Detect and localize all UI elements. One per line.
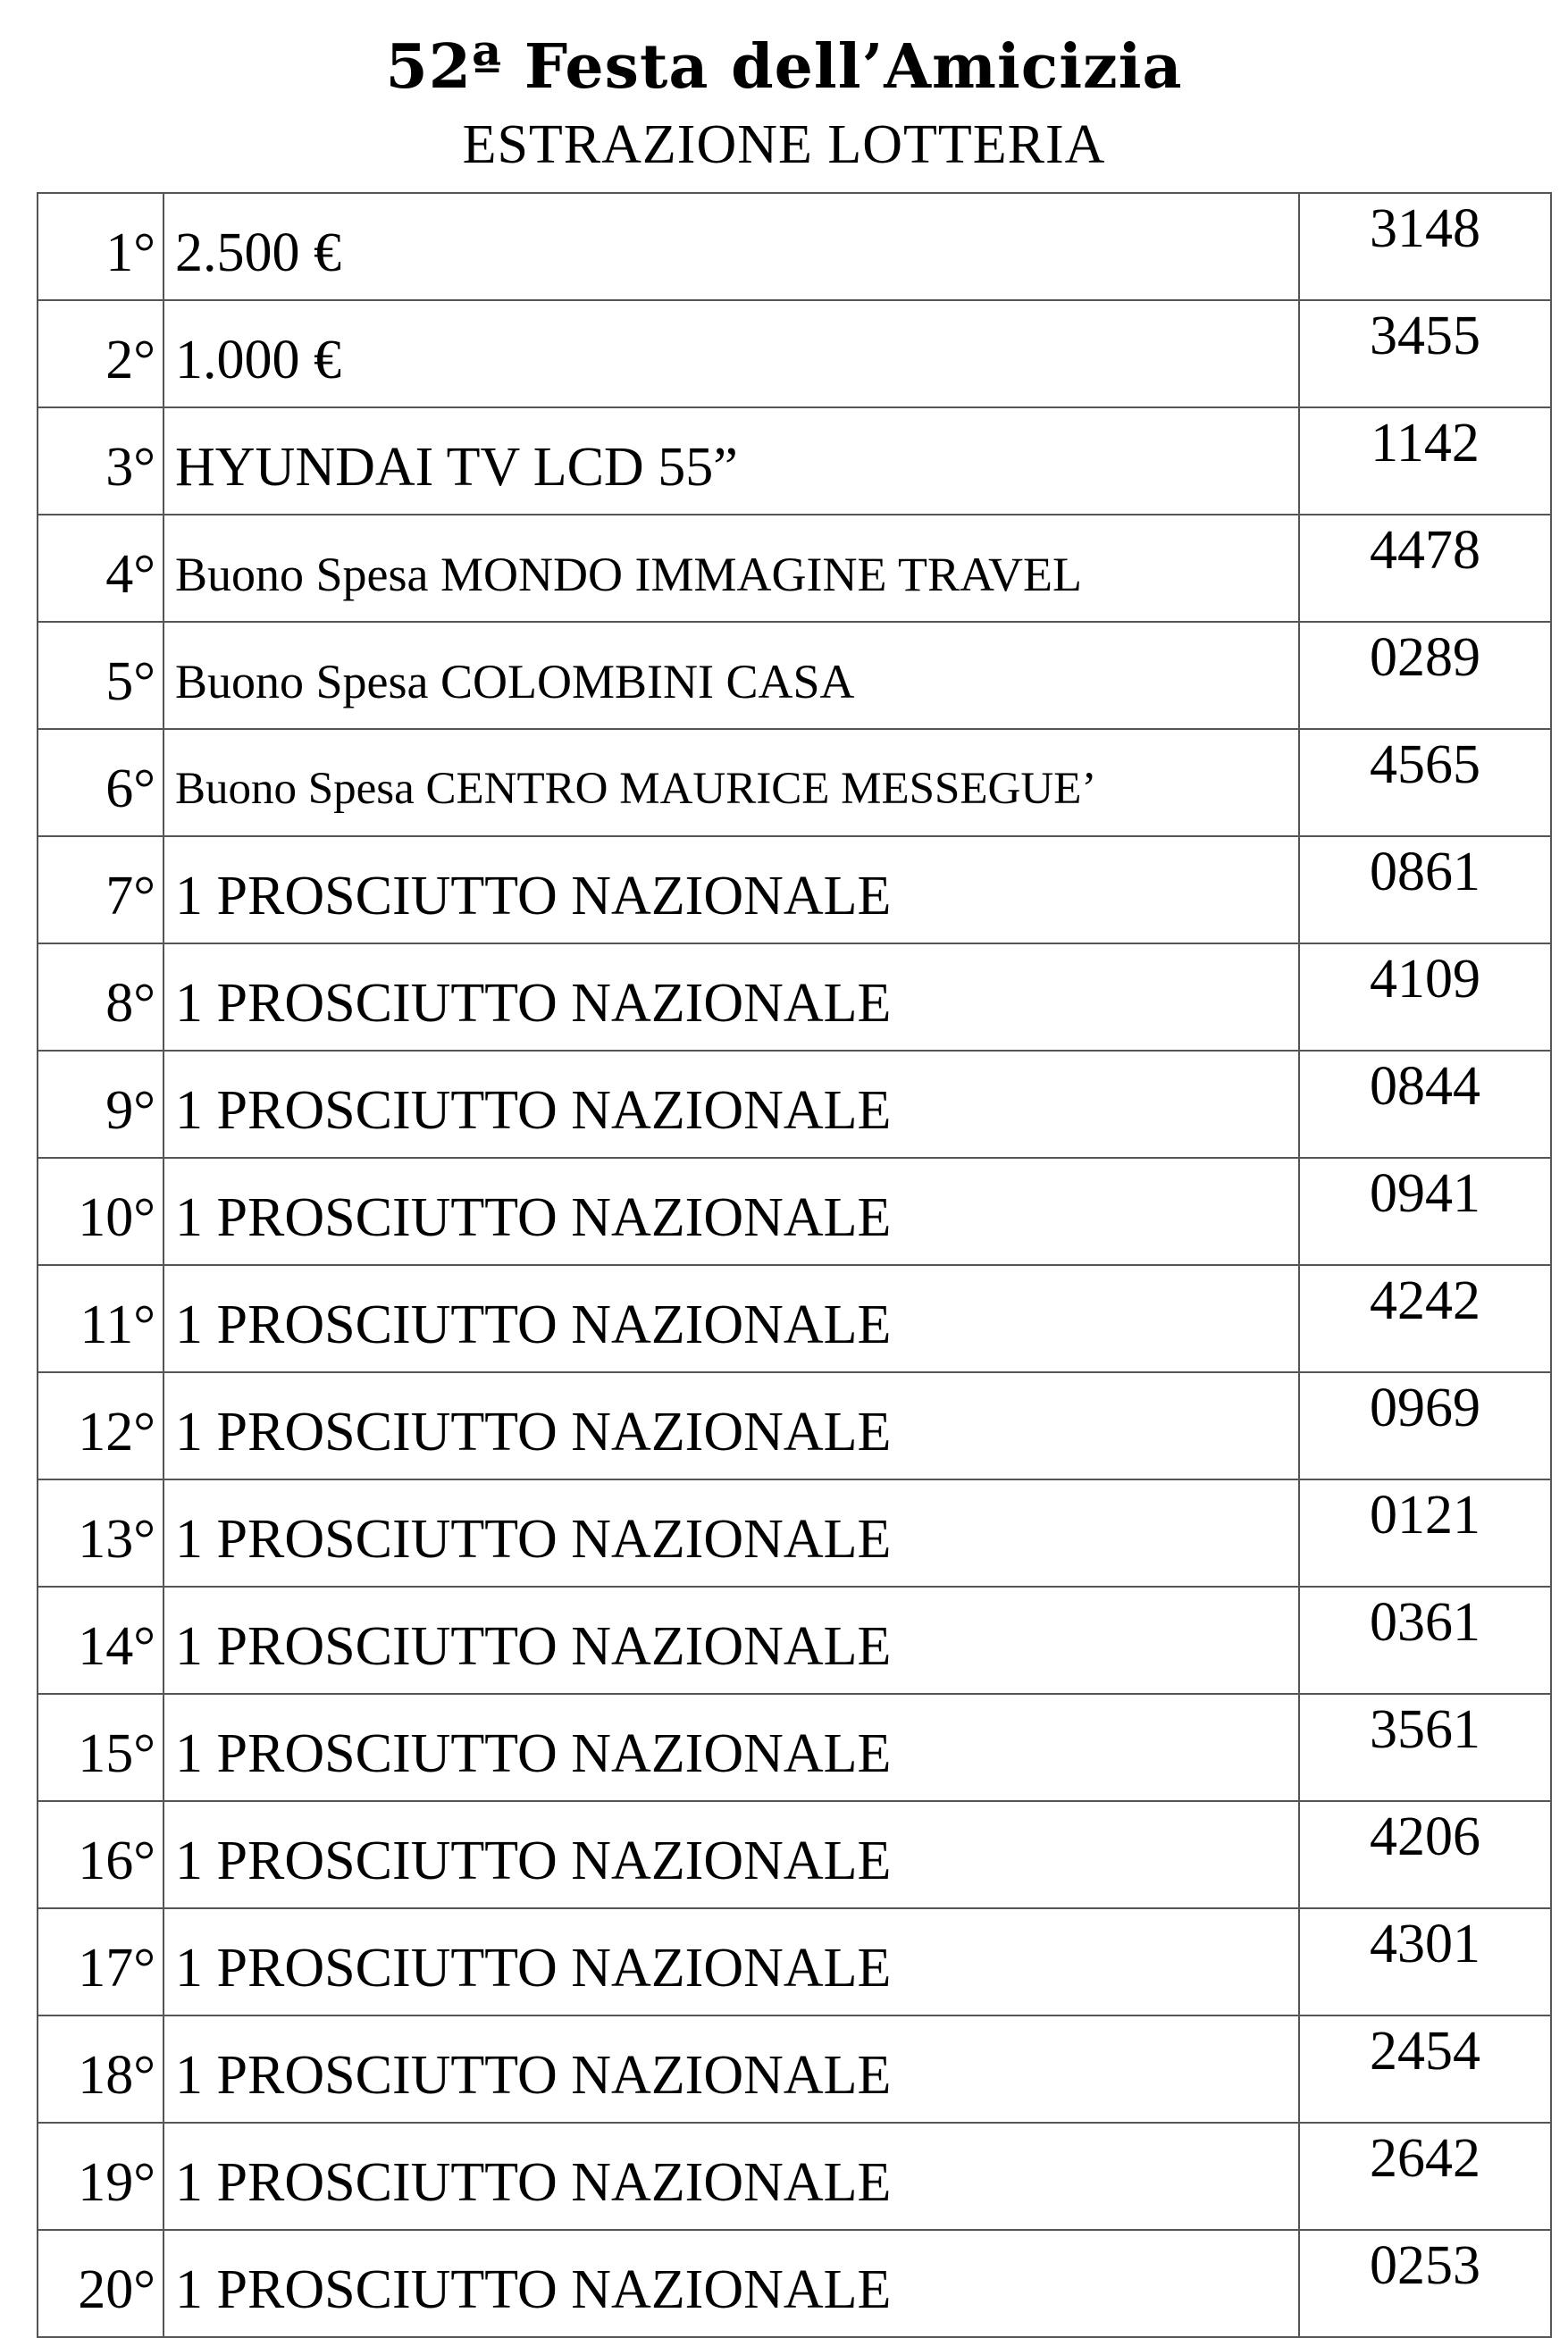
table-row bbox=[38, 1051, 1551, 1158]
winning-number: 0361 bbox=[1299, 1587, 1551, 1694]
winning-number: 0861 bbox=[1299, 836, 1551, 943]
prize-description: Buono Spesa MONDO IMMAGINE TRAVEL bbox=[164, 515, 1299, 622]
table-row bbox=[38, 1801, 1551, 1908]
prize-description: 1 PROSCIUTTO NAZIONALE bbox=[164, 1265, 1299, 1372]
winning-number: 0289 bbox=[1299, 622, 1551, 729]
prize-rank: 1° bbox=[38, 193, 164, 300]
lottery-results-table bbox=[37, 192, 1552, 2338]
prize-rank: 6° bbox=[38, 729, 164, 836]
prize-description: 1 PROSCIUTTO NAZIONALE bbox=[164, 1372, 1299, 1479]
prize-rank: 7° bbox=[38, 836, 164, 943]
winning-number: 0253 bbox=[1299, 2230, 1551, 2337]
winning-number: 4109 bbox=[1299, 943, 1551, 1051]
winning-number: 4478 bbox=[1299, 515, 1551, 622]
prize-description: Buono Spesa CENTRO MAURICE MESSEGUE’ bbox=[164, 729, 1299, 836]
prize-rank: 4° bbox=[38, 515, 164, 622]
lottery-results-body bbox=[38, 193, 1551, 2337]
prize-description: 2.500 € bbox=[164, 193, 1299, 300]
prize-rank: 19° bbox=[38, 2123, 164, 2230]
prize-description: 1 PROSCIUTTO NAZIONALE bbox=[164, 1479, 1299, 1587]
table-row bbox=[38, 1479, 1551, 1587]
winning-number: 0941 bbox=[1299, 1158, 1551, 1265]
table-row bbox=[38, 622, 1551, 729]
table-row bbox=[38, 2015, 1551, 2123]
table-row bbox=[38, 1694, 1551, 1801]
winning-number: 4206 bbox=[1299, 1801, 1551, 1908]
prize-rank: 14° bbox=[38, 1587, 164, 1694]
prize-description: 1 PROSCIUTTO NAZIONALE bbox=[164, 1158, 1299, 1265]
prize-rank: 17° bbox=[38, 1908, 164, 2015]
winning-number: 3148 bbox=[1299, 193, 1551, 300]
winning-number: 4242 bbox=[1299, 1265, 1551, 1372]
winning-number: 1142 bbox=[1299, 407, 1551, 515]
prize-description: Buono Spesa COLOMBINI CASA bbox=[164, 622, 1299, 729]
table-row bbox=[38, 1587, 1551, 1694]
prize-description: 1 PROSCIUTTO NAZIONALE bbox=[164, 2123, 1299, 2230]
winning-number: 2642 bbox=[1299, 2123, 1551, 2230]
winning-number: 0121 bbox=[1299, 1479, 1551, 1587]
prize-rank: 3° bbox=[38, 407, 164, 515]
prize-rank: 2° bbox=[38, 300, 164, 407]
table-row bbox=[38, 1372, 1551, 1479]
prize-rank: 15° bbox=[38, 1694, 164, 1801]
prize-description: 1 PROSCIUTTO NAZIONALE bbox=[164, 1587, 1299, 1694]
winning-number: 0844 bbox=[1299, 1051, 1551, 1158]
table-row bbox=[38, 729, 1551, 836]
table-row bbox=[38, 943, 1551, 1051]
prize-description: 1 PROSCIUTTO NAZIONALE bbox=[164, 943, 1299, 1051]
table-row bbox=[38, 2230, 1551, 2337]
page-title: 52ª Festa dell’Amicizia bbox=[385, 31, 1183, 103]
prize-description: 1 PROSCIUTTO NAZIONALE bbox=[164, 1908, 1299, 2015]
winning-number: 4565 bbox=[1299, 729, 1551, 836]
table-row bbox=[38, 1265, 1551, 1372]
prize-rank: 9° bbox=[38, 1051, 164, 1158]
prize-description: 1 PROSCIUTTO NAZIONALE bbox=[164, 2230, 1299, 2337]
prize-description: HYUNDAI TV LCD 55” bbox=[164, 407, 1299, 515]
prize-rank: 10° bbox=[38, 1158, 164, 1265]
page-subtitle: ESTRAZIONE LOTTERIA bbox=[462, 114, 1106, 175]
table-row bbox=[38, 1908, 1551, 2015]
prize-description: 1 PROSCIUTTO NAZIONALE bbox=[164, 1801, 1299, 1908]
table-row bbox=[38, 407, 1551, 515]
table-row bbox=[38, 1158, 1551, 1265]
prize-description: 1 PROSCIUTTO NAZIONALE bbox=[164, 1694, 1299, 1801]
table-row bbox=[38, 836, 1551, 943]
prize-rank: 13° bbox=[38, 1479, 164, 1587]
prize-rank: 18° bbox=[38, 2015, 164, 2123]
table-row bbox=[38, 2123, 1551, 2230]
prize-rank: 12° bbox=[38, 1372, 164, 1479]
prize-rank: 5° bbox=[38, 622, 164, 729]
table-row bbox=[38, 193, 1551, 300]
winning-number: 0969 bbox=[1299, 1372, 1551, 1479]
table-row bbox=[38, 515, 1551, 622]
prize-description: 1 PROSCIUTTO NAZIONALE bbox=[164, 1051, 1299, 1158]
table-row bbox=[38, 300, 1551, 407]
winning-number: 4301 bbox=[1299, 1908, 1551, 2015]
prize-description: 1.000 € bbox=[164, 300, 1299, 407]
prize-rank: 8° bbox=[38, 943, 164, 1051]
prize-rank: 20° bbox=[38, 2230, 164, 2337]
winning-number: 2454 bbox=[1299, 2015, 1551, 2123]
winning-number: 3455 bbox=[1299, 300, 1551, 407]
prize-description: 1 PROSCIUTTO NAZIONALE bbox=[164, 836, 1299, 943]
prize-rank: 16° bbox=[38, 1801, 164, 1908]
winning-number: 3561 bbox=[1299, 1694, 1551, 1801]
prize-rank: 11° bbox=[38, 1265, 164, 1372]
prize-description: 1 PROSCIUTTO NAZIONALE bbox=[164, 2015, 1299, 2123]
